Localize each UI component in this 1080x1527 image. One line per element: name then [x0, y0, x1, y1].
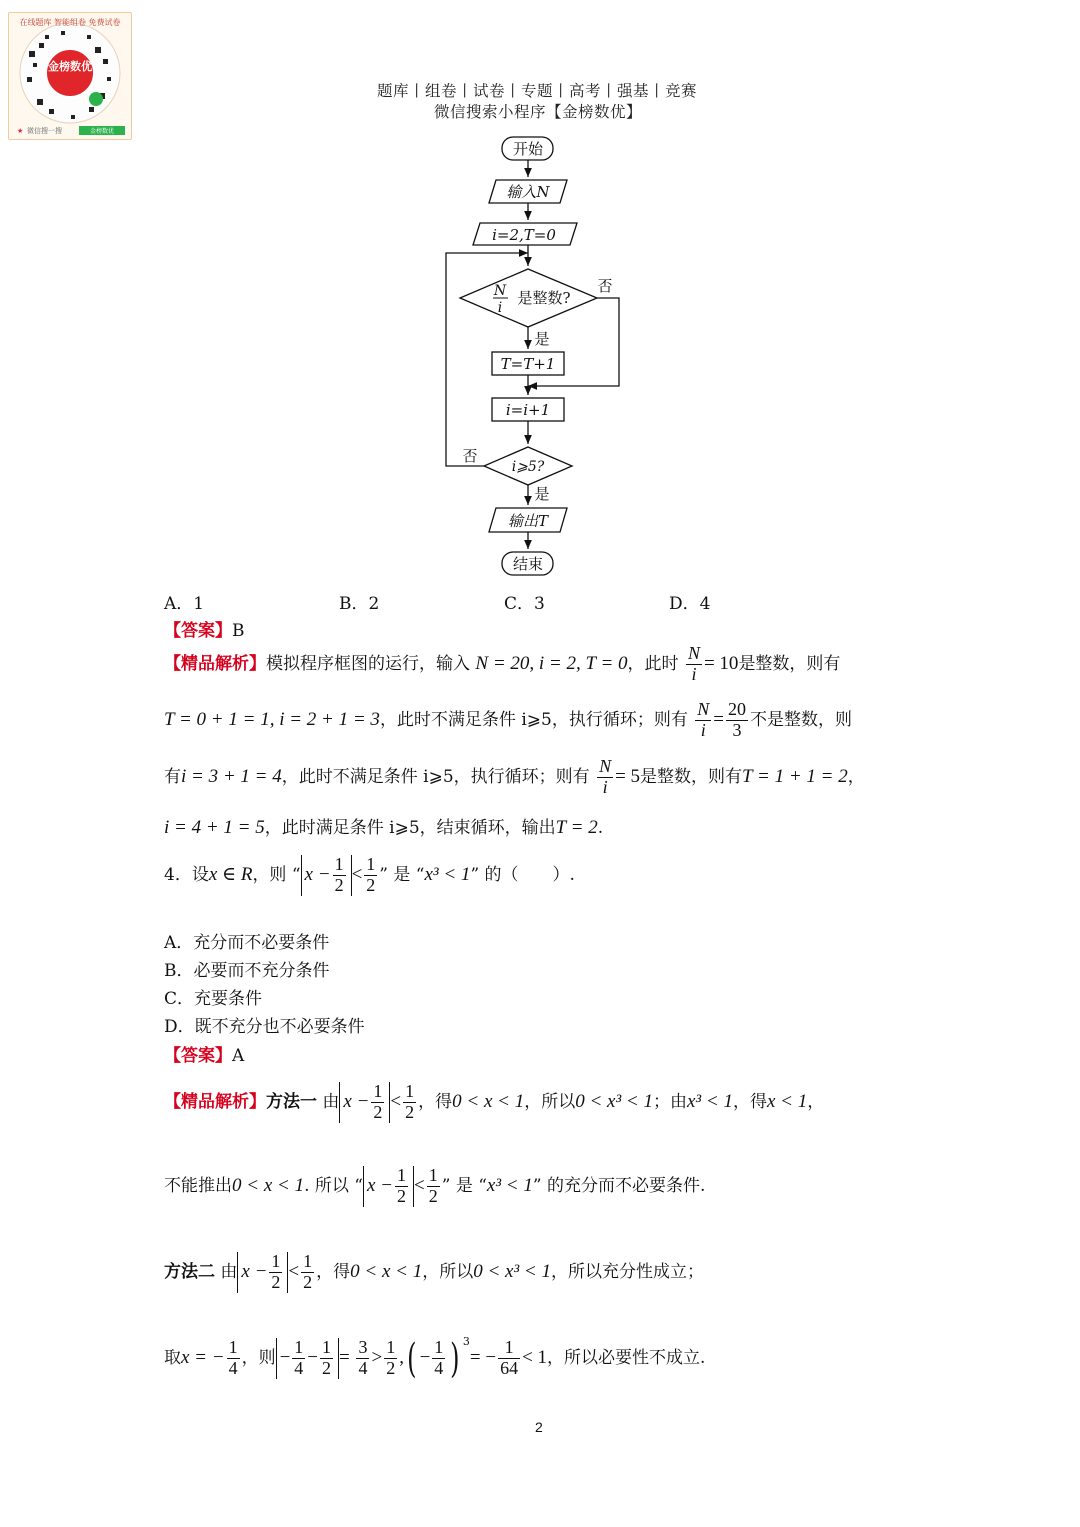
frac-num: 3 — [358, 1337, 368, 1358]
fraction — [269, 1252, 282, 1293]
frac-num: 1 — [294, 1337, 304, 1358]
abs-expression — [363, 1166, 414, 1207]
math: x ∈ R — [208, 863, 253, 885]
math: x³ < 1 — [687, 1090, 733, 1112]
logo-footer-tag: 金榜数优 — [89, 128, 115, 135]
text: 4．设 — [164, 864, 209, 885]
frac-num: 1 — [397, 1165, 406, 1185]
flow-cond1-num: N — [493, 283, 507, 299]
text: ，所以 — [524, 1091, 576, 1112]
math: = — [339, 1347, 355, 1368]
header-line-1: 题库丨组卷丨试卷丨专题丨高考丨强基丨竞赛 — [377, 82, 698, 100]
flow-yes-1: 是 — [534, 330, 550, 348]
q3-analysis-line-1 — [164, 644, 840, 685]
text: ，得 — [418, 1091, 453, 1112]
flow-input: 输入N — [506, 183, 550, 201]
frac-den: 64 — [500, 1358, 519, 1378]
frac-den: i — [691, 663, 697, 684]
frac-den: 2 — [271, 1271, 281, 1292]
fraction — [597, 757, 613, 798]
q3-answer — [164, 616, 245, 641]
header-line-2: 微信搜索小程序【金榜数优】 — [434, 103, 643, 121]
frac-num: 1 — [405, 1081, 415, 1101]
text: ；由 — [653, 1091, 687, 1112]
frac-num: 1 — [373, 1081, 383, 1101]
flow-cond1-text: 是整数? — [517, 289, 571, 307]
math: = 5 — [615, 765, 641, 787]
fraction — [333, 855, 346, 896]
fraction — [371, 1082, 384, 1123]
flowchart — [430, 130, 640, 585]
math: < — [414, 1174, 425, 1196]
flow-cond2: i⩾5? — [511, 459, 545, 475]
q4-option-d: D．既不充分也不必要条件 — [164, 1017, 365, 1037]
math: x < 1 — [766, 1090, 808, 1112]
frac-num: 1 — [271, 1251, 281, 1271]
q4-option-b: B．必要而不充分条件 — [164, 961, 330, 981]
math: x = − — [181, 1347, 225, 1368]
q3-option-a: A．1 — [164, 594, 205, 614]
fraction — [395, 1166, 408, 1207]
frac-num: 1 — [498, 1338, 520, 1359]
text: 取 — [164, 1348, 181, 1368]
frac-den: 2 — [428, 1185, 438, 1206]
text: . — [597, 818, 604, 838]
text: 由 — [220, 1261, 238, 1282]
abs-expression — [237, 1252, 288, 1293]
math: T = 1 + 1 = 2 — [742, 765, 848, 787]
math: x − — [304, 863, 331, 885]
math: 0 < x < 1 — [452, 1090, 525, 1112]
frac-den: 2 — [334, 874, 344, 895]
frac-den: 2 — [366, 874, 376, 895]
text: ” 的充分而不必要条件. — [532, 1175, 706, 1196]
math: i = 3 + 1 = 4 — [181, 765, 282, 787]
text: ，此时满足条件 i⩾5，结束循环，输出 — [264, 818, 556, 838]
math: = − — [469, 1347, 497, 1368]
qr-code-logo — [8, 12, 132, 140]
frac-num: 1 — [334, 854, 344, 874]
frac-den: 2 — [303, 1271, 313, 1292]
text: ，所以 — [422, 1261, 474, 1282]
math: N = 20, i = 2, T = 0 — [475, 652, 628, 674]
flow-cond1-den: i — [497, 300, 503, 316]
text: ，所以充分性成立； — [551, 1261, 704, 1282]
method-label: 方法二 — [164, 1261, 215, 1282]
frac-num: N — [687, 643, 700, 663]
fraction — [356, 1338, 369, 1379]
flow-step2: i=i+1 — [505, 401, 551, 419]
fraction — [292, 1338, 305, 1379]
math: x³ < 1 — [486, 1174, 533, 1196]
q4-method2-line-1 — [164, 1252, 704, 1293]
q3-option-c: C．3 — [504, 594, 545, 614]
math: 0 < x³ < 1 — [473, 1260, 551, 1282]
text: ，则 — [241, 1348, 276, 1368]
abs-expression — [301, 855, 352, 896]
flow-no-2: 否 — [462, 447, 478, 465]
qr-code-graphic — [9, 13, 131, 139]
q4-option-c: C．充要条件 — [164, 989, 263, 1009]
logo-center-text: 金榜数优 — [48, 60, 92, 73]
frac-num: 1 — [366, 854, 376, 874]
math: x − — [343, 1090, 370, 1112]
math: < — [390, 1090, 402, 1112]
flow-step1: T=T+1 — [500, 355, 556, 373]
math: > — [371, 1347, 383, 1368]
answer-label: 【答案】 — [164, 1046, 232, 1066]
flow-end: 结束 — [512, 555, 544, 573]
frac-den: i — [602, 776, 608, 797]
q4-method2-line-2: 取x = − $\frac{1}{4}$ ，则 − $\frac{1}{4}$ − $\frac{1}{2}$ = $\frac{3}{4}$ > $\frac{1}{2}$ ,( − $\frac{1}{4}$ ) $^3$= − $\frac{1}{64}$ < 1，所以必要性不成立. — [164, 1335, 706, 1382]
math: i = 4 + 1 = 5 — [164, 817, 265, 838]
q3-option-b: B．2 — [339, 594, 380, 614]
frac-den: i — [700, 719, 706, 740]
frac-den: 2 — [397, 1185, 406, 1206]
math: T = 0 + 1 = 1, i = 2 + 1 = 3 — [164, 708, 380, 730]
frac-num: N — [599, 756, 612, 776]
abs-expression: − $\frac{1}{4}$ − $\frac{1}{2}$ — [276, 1338, 339, 1379]
logo-footer-text: 微信搜一搜 — [27, 127, 62, 135]
q4-answer — [164, 1041, 244, 1066]
text: ，此时不满足条件 i⩾5，执行循环；则有 — [281, 766, 590, 787]
frac-num: 1 — [428, 1165, 438, 1185]
analysis-label: 【精品解析】 — [164, 653, 266, 674]
q3-option-d: D．4 — [669, 594, 711, 614]
text: ， — [847, 766, 865, 787]
text: ，得 — [732, 1091, 767, 1112]
q3-analysis-line-4 — [164, 813, 603, 839]
answer-value: B — [232, 621, 245, 641]
answer-label: 【答案】 — [164, 621, 232, 641]
frac-den: 3 — [732, 719, 742, 740]
math: T = 2 — [555, 817, 598, 838]
frac-den: 4 — [434, 1358, 444, 1378]
fraction — [227, 1338, 240, 1379]
text: ，所以必要性不成立. — [547, 1348, 706, 1368]
exponent: 3 — [462, 1335, 470, 1348]
text: 不能推出 — [164, 1175, 232, 1196]
logo-arc-text: 在线题库 智能组卷 免费试卷 — [19, 18, 121, 27]
fraction — [384, 1338, 397, 1379]
fraction — [403, 1082, 416, 1123]
frac-den: 2 — [386, 1358, 396, 1378]
text: 有 — [164, 766, 181, 787]
frac-num: 1 — [386, 1337, 396, 1358]
math: x³ < 1 — [424, 863, 471, 885]
text: ，此时 — [627, 653, 679, 674]
math: = 10 — [703, 652, 739, 674]
text: ， — [807, 1091, 825, 1112]
frac-den: 2 — [322, 1358, 332, 1378]
text: ，则 “ — [252, 864, 301, 885]
math: = — [713, 708, 724, 730]
flow-no-1: 否 — [597, 277, 613, 295]
flow-init: i=2,T=0 — [492, 226, 556, 244]
text: ，得 — [316, 1261, 351, 1282]
math: < — [351, 863, 363, 885]
q3-analysis-line-3 — [164, 757, 865, 798]
frac-den: 4 — [294, 1358, 304, 1378]
math: 0 < x < 1 — [350, 1260, 423, 1282]
flow-output: 输出T — [507, 512, 549, 530]
q3-analysis-line-2 — [164, 700, 852, 741]
fraction — [726, 700, 748, 741]
fraction — [686, 644, 702, 685]
text: 由 — [322, 1091, 340, 1112]
math: x − — [241, 1260, 268, 1282]
text: ” 是 “ — [441, 1175, 487, 1196]
text: ” 的（ ）. — [470, 864, 575, 885]
text: ，此时不满足条件 i⩾5，执行循环；则有 — [379, 709, 688, 730]
fraction — [301, 1252, 314, 1293]
frac-den: 4 — [358, 1358, 368, 1378]
frac-num: 1 — [228, 1337, 238, 1358]
frac-num: 20 — [727, 699, 746, 719]
q4-stem — [164, 855, 575, 896]
fraction — [364, 855, 377, 896]
flow-start: 开始 — [512, 140, 544, 158]
frac-num: 1 — [322, 1337, 332, 1358]
abs-expression — [339, 1082, 390, 1123]
q4-option-a: A．充分而不必要条件 — [164, 933, 330, 953]
text: . 所以 “ — [304, 1175, 363, 1196]
text: ” 是 “ — [379, 864, 425, 885]
frac-den: 4 — [228, 1358, 238, 1378]
frac-den: 2 — [373, 1101, 383, 1122]
math: 0 < x³ < 1 — [575, 1090, 653, 1112]
method-label: 方法一 — [266, 1091, 317, 1112]
frac-num: 1 — [303, 1251, 313, 1271]
text: 模拟程序框图的运行，输入 — [266, 653, 470, 674]
fraction — [432, 1338, 445, 1379]
fraction — [498, 1338, 520, 1379]
star-icon: ★ — [17, 127, 24, 135]
flow-yes-2: 是 — [534, 485, 550, 503]
answer-value: A — [232, 1046, 245, 1066]
fraction — [695, 700, 711, 741]
analysis-label: 【精品解析】 — [164, 1091, 266, 1112]
fraction — [320, 1338, 333, 1379]
math: < 1 — [522, 1347, 548, 1368]
frac-num: N — [697, 699, 710, 719]
q4-method1-line-2 — [164, 1166, 705, 1207]
frac-num: 1 — [434, 1337, 444, 1358]
math: x − — [366, 1174, 393, 1196]
text: 是整数，则有 — [640, 766, 743, 787]
text: 是整数，则有 — [738, 653, 841, 674]
fraction — [427, 1166, 440, 1207]
q4-method1-line-1 — [164, 1082, 824, 1123]
text: 不是整数，则 — [749, 709, 852, 730]
math: 0 < x < 1 — [232, 1174, 305, 1196]
math: < — [288, 1260, 300, 1282]
frac-den: 2 — [405, 1101, 415, 1122]
page-number: 2 — [535, 1419, 543, 1435]
